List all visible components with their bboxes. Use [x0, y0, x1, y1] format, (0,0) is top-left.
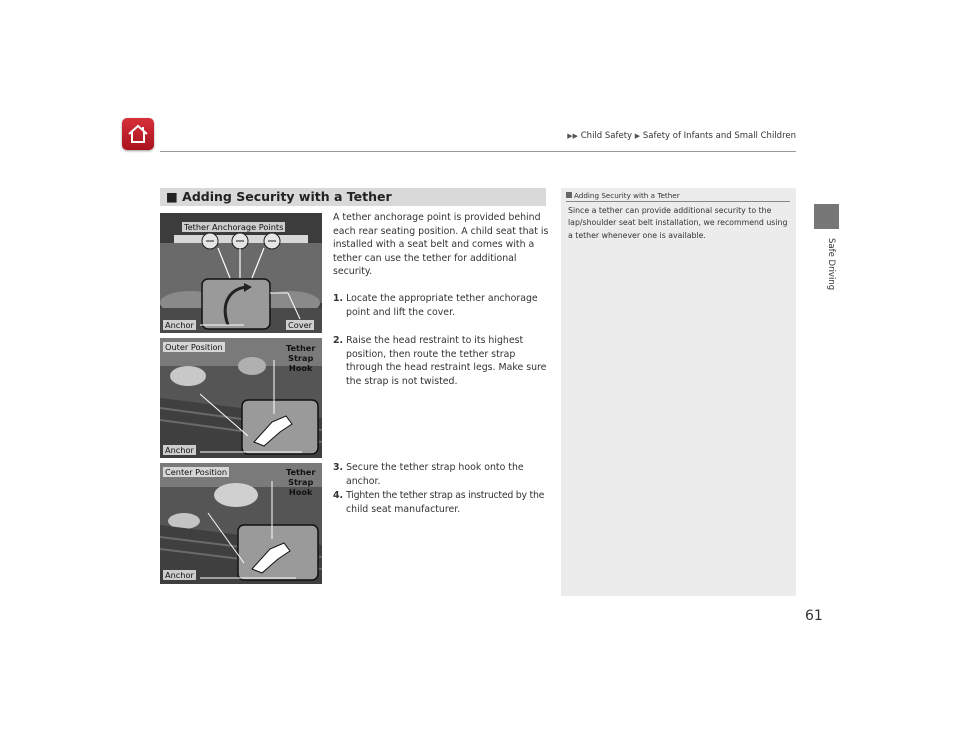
note-heading [566, 191, 680, 200]
figure1-label-anchor: Anchor [165, 320, 194, 330]
note-marker-icon [566, 192, 572, 198]
step-text-continued: anchor. [346, 475, 381, 487]
figure2-label-anchor: Anchor [165, 445, 194, 455]
step-number: 2. [333, 335, 344, 346]
section-title: ■ Adding Security with a Tether [166, 189, 392, 204]
breadcrumb-arrow-icon: ▶▶ [567, 132, 579, 140]
step-number: 3. [333, 462, 344, 473]
figure-outer-position [160, 338, 322, 458]
breadcrumb-item-safety-infants[interactable]: Safety of Infants and Small Children [642, 131, 796, 141]
step-2 [333, 334, 549, 388]
step-3 [333, 461, 549, 488]
step-text-continued: child seat manufacturer. [346, 503, 461, 515]
breadcrumb [567, 131, 796, 141]
step-text-continued: point and lift the cover. [346, 306, 456, 318]
step-number: 4. [333, 490, 344, 501]
step-number: 1. [333, 293, 344, 304]
figure2-label-tether-strap-hook: Tether Strap Hook [286, 343, 316, 373]
home-button[interactable] [122, 118, 154, 150]
step-4 [333, 489, 549, 516]
step-text: Tighten the tether strap as instructed by the [346, 490, 545, 501]
note-text: Since a tether can provide additional security to the lap/shoulder seat belt installation, we recommend using a tether whenever one is available. [568, 206, 788, 240]
breadcrumb-arrow-icon: ▶ [634, 132, 641, 140]
figure-tether-anchorage-points [160, 213, 322, 333]
figure1-label-cover: Cover [288, 320, 312, 330]
intro-paragraph: A tether anchorage point is provided behind each rear seating position. A child seat that is installed with a seat belt and comes with a tether can use the tether for additional security. [333, 212, 549, 278]
header-divider [160, 151, 796, 152]
home-icon [126, 122, 150, 146]
figure3-label-anchor: Anchor [165, 570, 194, 580]
note-panel [561, 188, 796, 596]
figure3-label-tether-strap-hook: Tether Strap Hook [286, 467, 316, 497]
step-1 [333, 292, 549, 319]
step-text: Secure the tether strap hook onto the [346, 462, 524, 473]
side-tab-marker[interactable] [814, 204, 839, 229]
step-text: Raise the head restraint to its highest [346, 335, 524, 346]
breadcrumb-item-child-safety[interactable]: Child Safety [580, 131, 633, 141]
figure1-label-anchorage-points: Tether Anchorage Points [184, 222, 284, 232]
figure2-label-outer-position: Outer Position [165, 342, 223, 352]
figure3-label-center-position: Center Position [165, 467, 228, 477]
page-number: 61 [805, 608, 823, 624]
figure-center-position [160, 463, 322, 584]
step-text: Locate the appropriate tether anchorage [346, 293, 538, 304]
note-divider [566, 201, 790, 202]
note-heading-text: Adding Security with a Tether [574, 191, 680, 200]
side-tab-label: Safe Driving [826, 238, 836, 291]
section-header [160, 188, 546, 206]
step-text-continued: position, then route the tether strap through the head restraint legs. Make sure the strap is not twisted. [346, 348, 547, 387]
